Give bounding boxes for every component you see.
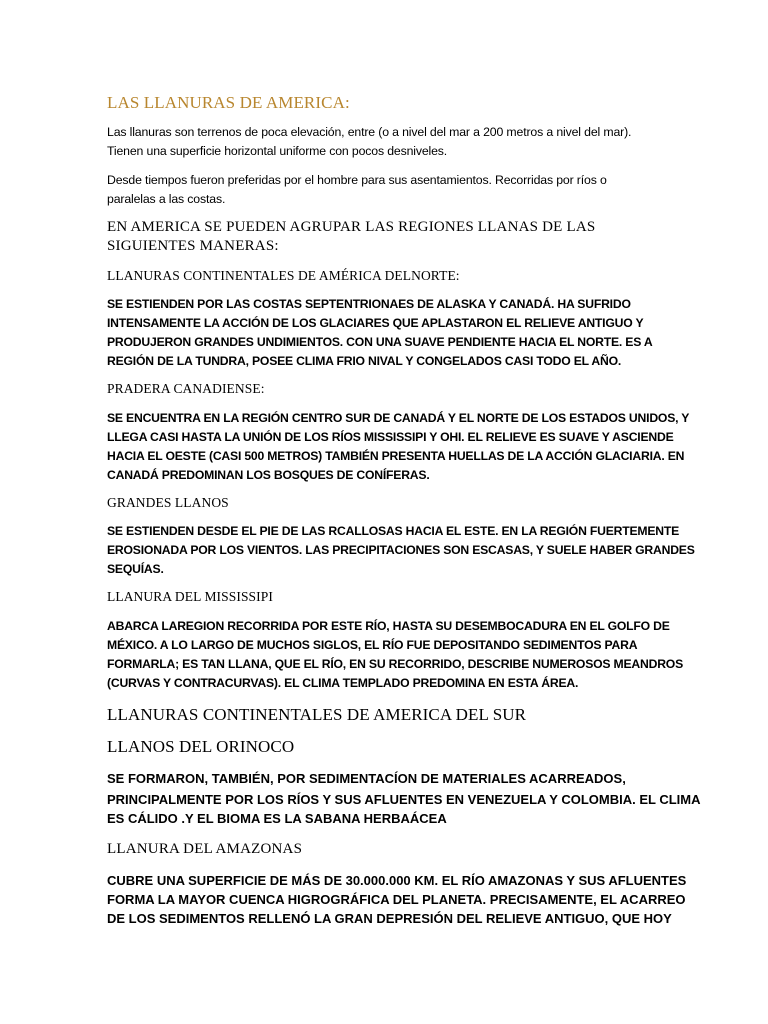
north-america-text-line-1: SE ESTIENDEN POR LAS COSTAS SEPTENTRIONAES DE ALASKA Y CANADÁ. HA SUFRIDO	[107, 297, 631, 311]
intro-paragraph-2-line-2: paralelas a las costas.	[107, 192, 226, 206]
mississipi-text-line-3: FORMARLA; ES TAN LLANA, QUE EL RÍO, EN SU RECORRIDO, DESCRIBE NUMEROSOS MEANDROS	[107, 657, 684, 671]
mississipi-text-line-1: ABARCA LAREGION RECORRIDA POR ESTE RÍO, HASTA SU DESEMBOCADURA EN EL GOLFO DE	[107, 619, 670, 633]
mississipi-text-line-4: (CURVAS Y CONTRACURVAS). EL CLIMA TEMPLADO PREDOMINA EN ESTA ÁREA.	[107, 676, 579, 690]
intro-paragraph-1-line-1: Las llanuras son terrenos de poca elevación, entre (o a nivel del mar a 200 metros a nivel del mar).	[107, 125, 632, 139]
grandes-llanos-heading: GRANDES LLANOS	[107, 495, 229, 510]
grandes-llanos-text-line-2: EROSIONADA POR LOS VIENTOS. LAS PRECIPITACIONES SON ESCASAS, Y SUELE HABER GRANDES	[107, 543, 695, 557]
orinoco-heading: LLANOS DEL ORINOCO	[107, 737, 295, 756]
pradera-heading: PRADERA CANADIENSE:	[107, 381, 265, 396]
pradera-text-line-1: SE ENCUENTRA EN LA REGIÓN CENTRO SUR DE CANADÁ Y EL NORTE DE LOS ESTADOS UNIDOS, Y	[107, 411, 690, 425]
pradera-text-line-2: LLEGA CASI HASTA LA UNIÓN DE LOS RÍOS MISSISSIPI Y OHI. EL RELIEVE ES SUAVE Y ASCIENDE	[107, 430, 674, 444]
pradera-text-line-3: HACIA EL OESTE (CASI 500 METROS) TAMBIÉN PRESENTA HUELLAS DE LA ACCIÓN GLACIARIA. EN	[107, 449, 685, 463]
pradera-text-line-4: CANADÁ PREDOMINAN LOS BOSQUES DE CONÍFERAS.	[107, 468, 430, 482]
orinoco-text-line-3: ES CÁLIDO .Y EL BIOMA ES LA SABANA HERBAÁCEA	[107, 811, 447, 826]
mississipi-heading: LLANURA DEL MISSISSIPI	[107, 589, 273, 604]
intro-paragraph-1-line-2: Tienen una superficie horizontal uniforme con pocos desniveles.	[107, 144, 448, 158]
grouping-heading-line-2: SIGUIENTES MANERAS:	[107, 238, 279, 254]
orinoco-text-line-2: PRINCIPALMENTE POR LOS RÍOS Y SUS AFLUENTES EN VENEZUELA Y COLOMBIA. EL CLIMA	[107, 792, 701, 807]
grouping-heading-line-1: EN AMERICA SE PUEDEN AGRUPAR LAS REGIONES LLANAS DE LAS	[107, 219, 596, 235]
south-america-heading: LLANURAS CONTINENTALES DE AMERICA DEL SUR	[107, 705, 527, 724]
amazonas-text-line-2: FORMA LA MAYOR CUENCA HIGROGRÁFICA DEL PLANETA. PRECISAMENTE, EL ACARREO	[107, 892, 686, 907]
north-america-heading: LLANURAS CONTINENTALES DE AMÉRICA DELNORTE:	[107, 268, 460, 283]
north-america-text-line-3: PRODUJERON GRANDES UNDIMIENTOS. CON UNA SUAVE PENDIENTE HACIA EL NORTE. ES A	[107, 335, 653, 349]
amazonas-text-line-3: DE LOS SEDIMENTOS RELLENÓ LA GRAN DEPRESIÓN DEL RELIEVE ANTIGUO, QUE HOY	[107, 911, 672, 926]
mississipi-text-line-2: MÉXICO. A LO LARGO DE MUCHOS SIGLOS, EL RÍO FUE DEPOSITANDO SEDIMENTOS PARA	[107, 638, 638, 652]
amazonas-heading: LLANURA DEL AMAZONAS	[107, 841, 303, 857]
north-america-text-line-2: INTENSAMENTE LA ACCIÓN DE LOS GLACIARES QUE APLASTARON EL RELIEVE ANTIGUO Y	[107, 316, 644, 330]
grandes-llanos-text-line-3: SEQUÍAS.	[107, 562, 164, 576]
orinoco-text-line-1: SE FORMARON, TAMBIÉN, POR SEDIMENTACÍON DE MATERIALES ACARREADOS,	[107, 771, 626, 786]
grandes-llanos-text-line-1: SE ESTIENDEN DESDE EL PIE DE LAS RCALLOSAS HACIA EL ESTE. EN LA REGIÓN FUERTEMENTE	[107, 524, 680, 538]
intro-paragraph-2-line-1: Desde tiempos fueron preferidas por el hombre para sus asentamientos. Recorridas por ríos o	[107, 173, 607, 187]
document-title: LAS LLANURAS DE AMERICA:	[107, 93, 350, 112]
amazonas-text-line-1: CUBRE UNA SUPERFICIE DE MÁS DE 30.000.000 KM. EL RÍO AMAZONAS Y SUS AFLUENTES	[107, 873, 687, 888]
north-america-text-line-4: REGIÓN DE LA TUNDRA, POSEE CLIMA FRIO NIVAL Y CONGELADOS CASI TODO EL AÑO.	[107, 354, 622, 368]
